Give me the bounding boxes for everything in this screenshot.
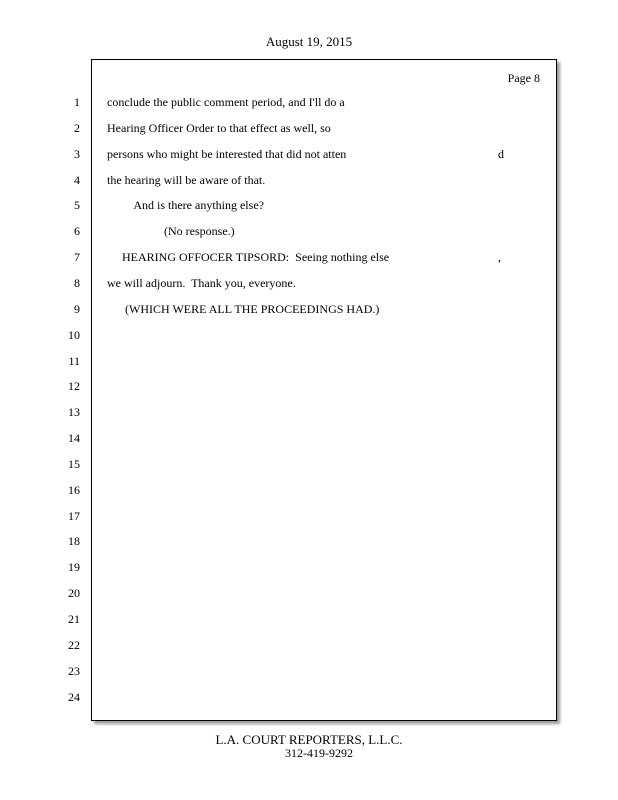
line-number: 24 [68,690,80,704]
line-number: 10 [68,328,80,342]
transcript-date: August 19, 2015 [265,34,353,49]
line-number: 2 [74,121,80,135]
line-text: conclude the public comment period, and I'll do a [107,95,345,109]
line-number: 8 [74,276,80,290]
line-number: 18 [68,534,80,548]
line-number: 6 [74,224,80,238]
line-number: 5 [74,198,80,212]
footer-phone: 312-419-9292 [285,746,353,760]
line-number: 3 [74,147,80,161]
line-text: And is there anything else? [107,198,264,212]
line-text: (WHICH WERE ALL THE PROCEEDINGS HAD.) [107,302,380,316]
line-number: 22 [68,638,80,652]
line-number: 7 [74,250,80,264]
footer-company: L.A. COURT REPORTERS, L.L.C. [215,732,403,747]
line-text: persons who might be interested that did not atten [107,147,347,161]
line-number: 23 [68,664,80,678]
line-number: 21 [68,612,80,626]
line-number: 13 [68,405,80,419]
line-text: (No response.) [107,224,235,238]
line-text: the hearing will be aware of that. [107,173,266,187]
line-number: 14 [68,431,80,445]
line-number: 20 [68,586,80,600]
line-number: 1 [74,95,80,109]
line-number: 12 [68,379,80,393]
line-number: 9 [74,302,80,316]
line-number: 17 [68,509,80,523]
line-trailing-char: d [498,147,504,161]
line-number: 15 [68,457,80,471]
line-text: we will adjourn. Thank you, everyone. [107,276,296,290]
line-number: 16 [68,483,80,497]
line-number: 11 [68,354,80,368]
line-number: 4 [74,173,80,187]
line-trailing-char: , [498,250,501,264]
line-text: HEARING OFFOCER TIPSORD: Seeing nothing else [107,250,390,264]
line-number: 19 [68,560,80,574]
page-number: Page 8 [507,71,540,85]
line-text: Hearing Officer Order to that effect as well, so [107,121,331,135]
